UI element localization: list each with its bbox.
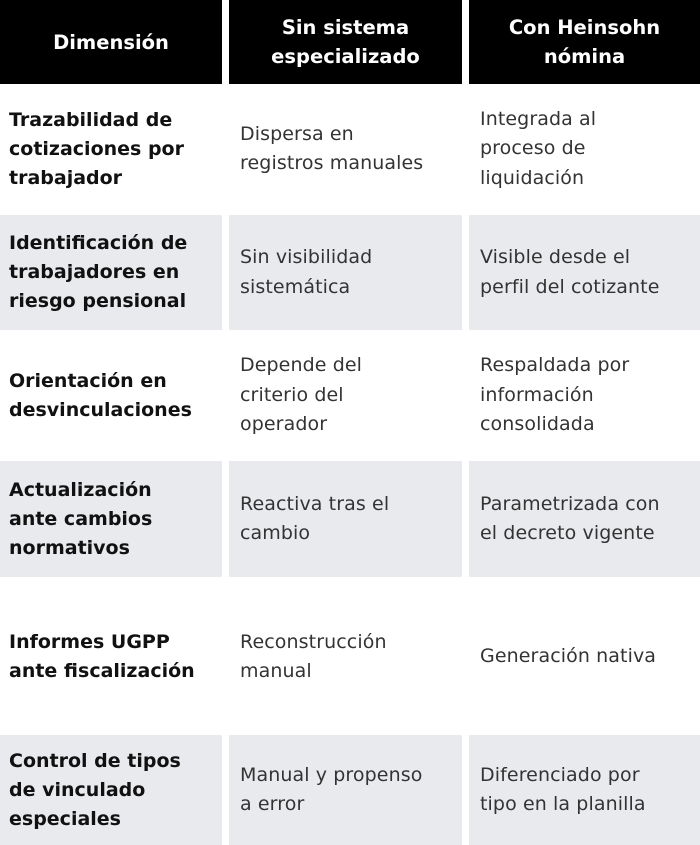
- row-5-dimension: [0, 584, 222, 730]
- row-2-without-text: Sin visibilidad sistemática: [240, 246, 373, 298]
- header-without-system-label: Sin sistema especializado: [271, 16, 420, 68]
- row-4-with: [469, 461, 700, 577]
- row-3-without: [229, 335, 462, 456]
- row-5-with-text: Generación nativa: [480, 645, 657, 668]
- header-dimension: [0, 0, 222, 84]
- row-6-with: [469, 735, 700, 845]
- row-6-dimension-text: Control de tipos de vinculado especiales: [9, 749, 181, 830]
- row-3-with: [469, 335, 700, 456]
- row-1-dimension: [0, 88, 222, 210]
- row-4-with-text: Parametrizada con el decreto vigente: [480, 492, 660, 544]
- row-6-without-text: Manual y propenso a error: [240, 763, 423, 815]
- header-with-heinsohn-label: Con Heinsohn nómina: [508, 16, 661, 68]
- row-3-with-text: Respaldada por información consolidada: [480, 354, 630, 436]
- row-3-dimension-text: Orientación en desvinculaciones: [9, 369, 192, 421]
- row-1-with: [469, 88, 700, 210]
- row-2-with: [469, 215, 700, 330]
- row-4-dimension-text: Actualización ante cambios normativos: [9, 478, 153, 559]
- row-6-without: [229, 735, 462, 845]
- row-2-without: [229, 215, 462, 330]
- row-5-without-text: Reconstrucción manual: [240, 630, 387, 682]
- row-2-dimension-text: Identificación de trabajadores en riesgo pensional: [9, 232, 188, 312]
- row-1-without-text: Dispersa en registros manuales: [240, 122, 424, 174]
- row-1-dimension-text: Trazabilidad de cotizaciones por trabajador: [9, 108, 184, 189]
- header-dimension-label: Dimensión: [53, 30, 169, 54]
- header-with-heinsohn: [469, 0, 700, 84]
- row-5-without: [229, 584, 462, 730]
- row-3-dimension: [0, 335, 222, 456]
- row-4-dimension: [0, 461, 222, 577]
- row-4-without: [229, 461, 462, 577]
- row-5-with: [469, 584, 700, 730]
- row-1-with-text: Integrada al proceso de liquidación: [480, 107, 597, 189]
- row-6-with-text: Diferenciado por tipo en la planilla: [480, 763, 646, 815]
- row-1-without: [229, 88, 462, 210]
- row-3-without-text: Depende del criterio del operador: [240, 354, 363, 436]
- row-4-without-text: Reactiva tras el cambio: [240, 492, 390, 544]
- header-without-system: [229, 0, 462, 84]
- row-2-dimension: [0, 215, 222, 330]
- row-6-dimension: [0, 735, 222, 845]
- row-5-dimension-text: Informes UGPP ante fiscalización: [9, 631, 195, 682]
- row-2-with-text: Visible desde el perfil del cotizante: [480, 246, 660, 298]
